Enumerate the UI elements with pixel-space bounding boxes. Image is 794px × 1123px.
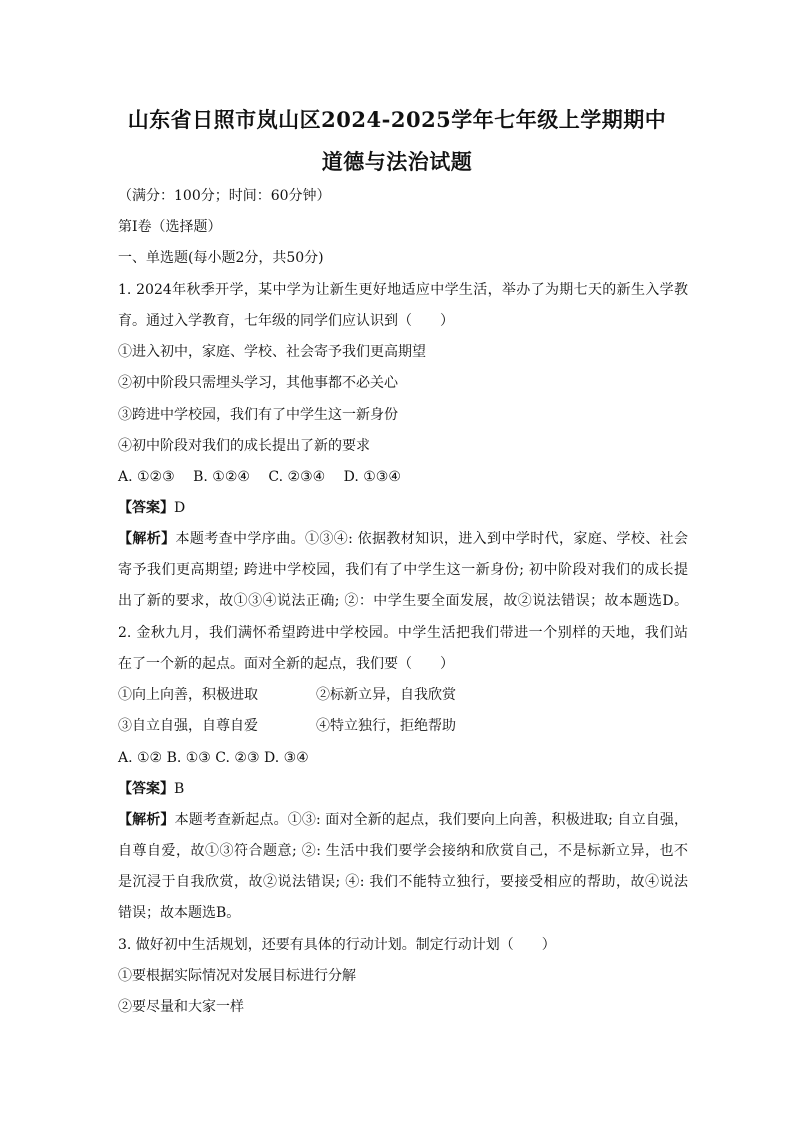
q3-stem-line1: 3. 做好初中生活规划，还要有具体的行动计划。制定行动计划（ ） [118,937,556,953]
q1-analysis-line2: 寄予我们更高期望; 跨进中学校园，我们有了中学生这一新身份; 初中阶段对我们的成长提 [118,562,688,578]
exam-title-line1: 山东省日照市岚山区2024-2025学年七年级上学期期中 [127,107,667,132]
exam-meta: （满分：100分；时间：60分钟） [118,188,331,204]
q1-analysis-line3: 出了新的要求，故①③④说法正确; ②：中学生要全面发展，故②说法错误；故本题选D。 [118,593,688,609]
q1-item-3: ③跨进中学校园，我们有了中学生这一新身份 [118,407,398,423]
q1-stem-line2: 育。通过入学教育，七年级的同学们应认识到（ ） [118,313,454,329]
q2-analysis-line1 [118,811,688,829]
q2-analysis-text1: 本题考查新起点。①③: 面对全新的起点，我们要向上向善，积极进取; 自立自强， [174,812,689,828]
q1-item-4: ④初中阶段对我们的成长提出了新的要求 [118,438,370,454]
exam-title-line2: 道德与法治试题 [321,149,473,174]
q1-choices: A. ①②③ B. ①②④ C. ②③④ D. ①③④ [118,469,401,485]
q1-analysis-text1: 本题考查中学序曲。①③④: 依据教材知识，进入到中学时代，家庭、学校、社会 [175,531,689,547]
q2-analysis-label: 【解析】 [118,812,175,828]
q2-item-4: ④特立独行，拒绝帮助 [316,718,456,734]
q2-answer [118,780,688,798]
q2-item-3: ③自立自强，自尊自爱 [118,718,258,734]
q1-analysis-line1 [118,530,688,548]
q2-analysis-line4: 错误；故本题选B。 [118,905,241,921]
q1-stem-line1: 1. 2024年秋季开学，某中学为让新生更好地适应中学生活，举办了为期七天的新生入学教 [118,282,688,298]
q1-item-2: ②初中阶段只需埋头学习，其他事都不必关心 [118,375,398,391]
q1-analysis-label: 【解析】 [118,531,176,547]
q2-stem-line2: 在了一个新的起点。面对全新的起点，我们要（ ） [118,656,454,672]
q1-answer-value: D [174,500,186,516]
q2-item-2: ②标新立异，自我欣赏 [316,687,456,703]
q2-choices: A. ①② B. ①③ C. ②③ D. ③④ [118,750,309,766]
q1-answer-label: 【答案】 [118,500,174,516]
q3-item-2: ②要尽量和大家一样 [118,999,244,1015]
q2-analysis-line2: 自尊自爱，故①③符合题意; ②: 生活中我们要学会接纳和欣赏自己，不是标新立异，也不 [118,843,688,859]
volume-heading: 第Ⅰ卷（选择题） [118,219,222,235]
q2-item-1: ①向上向善，积极进取 [118,687,258,703]
q3-item-1: ①要根据实际情况对发展目标进行分解 [118,968,356,984]
q2-answer-label: 【答案】 [118,781,174,797]
section-heading: 一、单选题(每小题2分，共50分) [118,250,324,266]
q2-analysis-line3: 是沉浸于自我欣赏，故②说法错误; ④: 我们不能特立独行，要接受相应的帮助，故④说法 [118,874,688,890]
q2-answer-value: B [174,781,185,797]
q2-stem-line1: 2. 金秋九月，我们满怀希望跨进中学校园。中学生活把我们带进一个别样的天地，我们站 [118,625,688,641]
q1-item-1: ①进入初中，家庭、学校、社会寄予我们更高期望 [118,344,426,360]
q1-answer [118,499,688,517]
